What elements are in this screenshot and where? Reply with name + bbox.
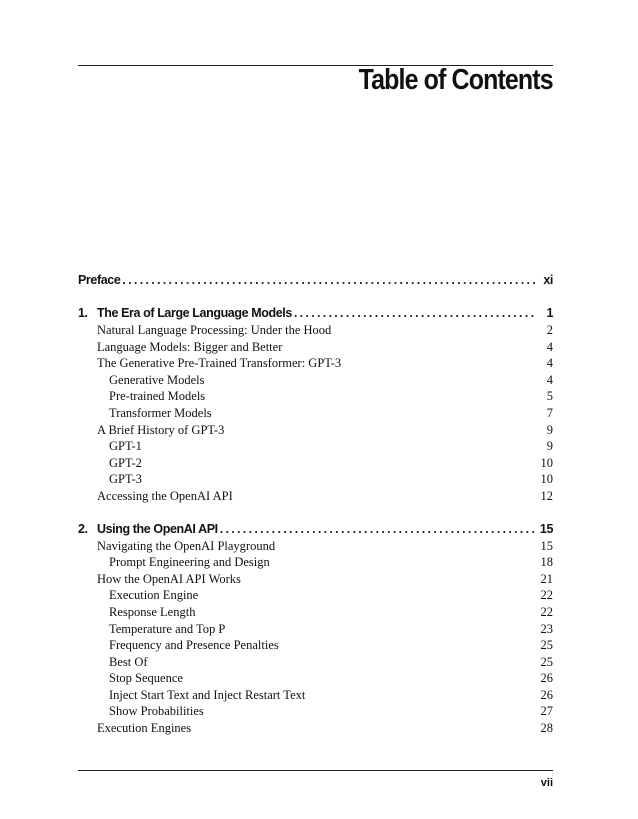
entry-title: How the OpenAI API Works	[97, 571, 241, 586]
entry-title: Execution Engines	[97, 721, 192, 736]
toc-subsection[interactable]	[78, 456, 553, 473]
entry-page: 10	[540, 472, 553, 487]
entry-title: Natural Language Processing: Under the Hood	[97, 323, 332, 337]
entry-title: Navigating the OpenAI Playground	[97, 538, 276, 553]
toc-section[interactable]	[78, 423, 553, 440]
entry-page: 7	[546, 405, 553, 420]
entry-page: 22	[540, 604, 553, 619]
entry-page: 9	[546, 422, 553, 437]
entry-title: Generative Models	[109, 372, 205, 387]
toc-section[interactable]	[78, 572, 553, 589]
entry-page: 10	[540, 455, 553, 470]
chapter-title: Using the OpenAI API	[97, 521, 218, 536]
entry-page: 4	[546, 339, 553, 354]
entry-title: GPT-1	[109, 439, 142, 454]
entry-page: 4	[546, 372, 553, 387]
entry-title: Language Models: Bigger and Better	[97, 339, 283, 354]
entry-page: 15	[540, 538, 553, 553]
entry-page: 25	[540, 654, 553, 669]
toc-subsection[interactable]	[78, 605, 553, 622]
entry-page: 28	[540, 721, 553, 736]
toc-subsection[interactable]	[78, 406, 553, 423]
toc-preface-page: xi	[543, 273, 553, 287]
toc-subsection[interactable]	[78, 555, 553, 572]
toc-section[interactable]	[78, 340, 553, 357]
toc-section[interactable]	[78, 323, 553, 340]
entry-page: 23	[540, 621, 553, 636]
entry-title: GPT-2	[109, 455, 142, 470]
toc-subsection[interactable]	[78, 671, 553, 688]
entry-title: Temperature and Top P	[109, 621, 226, 636]
entry-title: Inject Start Text and Inject Restart Text	[109, 687, 306, 702]
toc-chapters	[78, 306, 553, 738]
footer-page-number: vii	[540, 777, 553, 789]
toc-section[interactable]	[78, 489, 553, 506]
toc-subsection[interactable]	[78, 688, 553, 705]
entry-page: 2	[546, 323, 553, 337]
entry-title: Show Probabilities	[109, 704, 204, 719]
dot-leader	[220, 522, 536, 536]
table-of-contents	[78, 273, 553, 738]
entry-page: 21	[540, 571, 553, 586]
entry-title: Pre-trained Models	[109, 389, 206, 404]
dot-leader	[294, 306, 536, 320]
entry-page: 4	[546, 356, 553, 371]
dot-leader	[122, 273, 536, 287]
toc-subsection[interactable]	[78, 472, 553, 489]
entry-title: A Brief History of GPT-3	[97, 422, 225, 437]
toc-subsection[interactable]	[78, 389, 553, 406]
entry-title: Best Of	[109, 654, 148, 669]
entry-page: 26	[540, 687, 553, 702]
entry-title: Accessing the OpenAI API	[97, 488, 233, 503]
chapter-title: The Era of Large Language Models	[97, 306, 292, 320]
toc-subsection[interactable]	[78, 638, 553, 655]
entry-title: Frequency and Presence Penalties	[109, 638, 279, 653]
entry-title: Stop Sequence	[109, 671, 183, 686]
toc-preface-label: Preface	[78, 273, 121, 287]
entry-title: Execution Engine	[109, 588, 199, 603]
page-title: Table of Contents	[358, 64, 553, 96]
toc-section[interactable]	[78, 356, 553, 373]
chapter-page: 15	[539, 521, 553, 536]
entry-page: 26	[540, 671, 553, 686]
entry-title: Transformer Models	[109, 405, 212, 420]
toc-subsection[interactable]	[78, 588, 553, 605]
entry-title: The Generative Pre-Trained Transformer: GPT-3	[97, 356, 342, 371]
entry-page: 5	[546, 389, 553, 404]
bottom-rule	[78, 770, 553, 771]
toc-subsection[interactable]	[78, 704, 553, 721]
entry-title: Response Length	[109, 604, 196, 619]
entry-page: 22	[540, 588, 553, 603]
toc-subsection[interactable]	[78, 655, 553, 672]
toc-section[interactable]	[78, 539, 553, 556]
toc-subsection[interactable]	[78, 373, 553, 390]
entry-page: 25	[540, 638, 553, 653]
entry-page: 27	[540, 704, 553, 719]
toc-subsection[interactable]	[78, 439, 553, 456]
entry-page: 18	[540, 555, 553, 570]
toc-section[interactable]	[78, 721, 553, 738]
toc-preface[interactable]	[78, 273, 553, 290]
toc-subsection[interactable]	[78, 622, 553, 639]
entry-page: 9	[546, 439, 553, 454]
toc-chapter[interactable]	[78, 522, 553, 539]
entry-title: GPT-3	[109, 472, 142, 487]
entry-title: Prompt Engineering and Design	[109, 555, 270, 570]
entry-page: 12	[540, 488, 553, 503]
chapter-page: 1	[546, 306, 553, 320]
chapter-number: 2.	[78, 521, 88, 536]
chapter-number: 1.	[78, 306, 88, 320]
toc-chapter[interactable]	[78, 306, 553, 323]
